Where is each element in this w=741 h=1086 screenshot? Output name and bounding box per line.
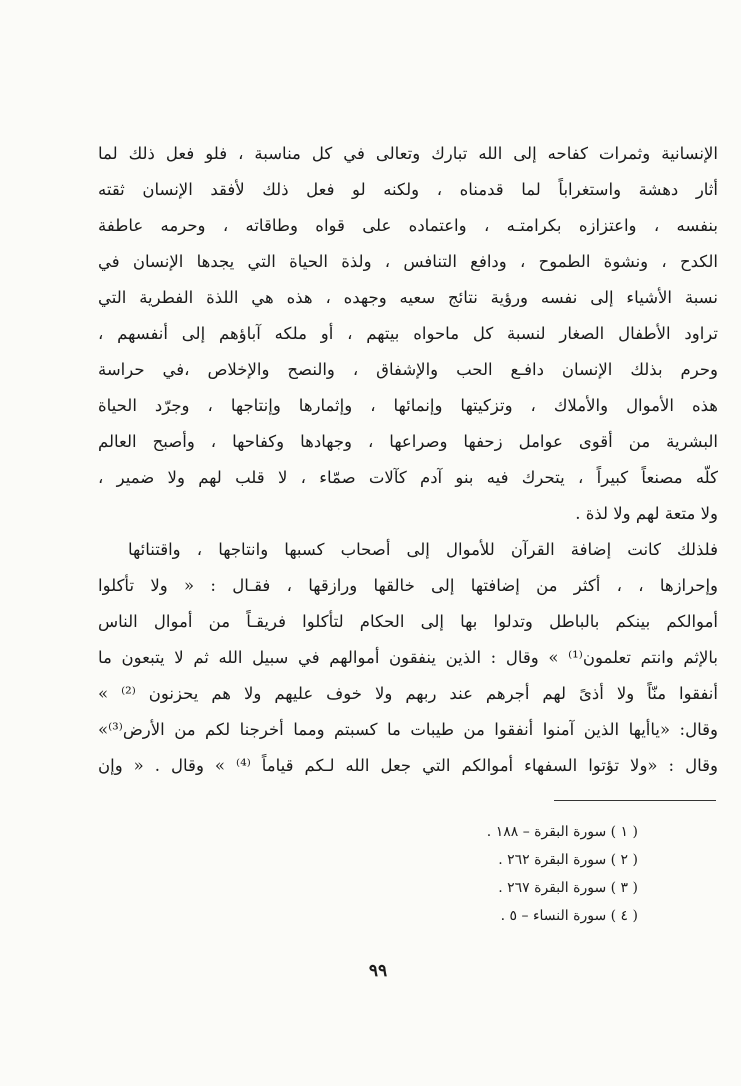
text-line: كلّه مصنعاً كبيراً ، يتحرك فيه بنو آدم كآلات صمّاء ، لا قلب لهم ولا ضمير ، [98, 468, 718, 487]
text-line: وحرم بذلك الإنسان دافـع الحب والإشفاق ، والنصح والإخلاص ،في حراسة [98, 360, 718, 379]
text-line: الكدح ، ونشوة الطموح ، ودافع التنافس ، ولذة الحياة التي يجدها الإنسان في [98, 252, 718, 271]
text-line: هذه الأموال والأملاك ، وتزكيتها وإنمائها ، وإثمارها وإنتاجها ، وجرّد الحياة [98, 396, 718, 415]
footnote-4: ( ٤ ) سورة النساء – ٥ . [500, 908, 638, 924]
text-line: أموالكم بينكم بالباطل وتدلوا بها إلى الحكام لتأكلوا فريقـاً من أموال الناس [98, 612, 718, 631]
text-line: أنفقوا منّاً ولا أذىً لهم أجرهم عند ربهم ولا خوف عليهم ولا هم يحزنون ⁽²⁾ » [98, 684, 718, 703]
page-number: ٩٩ [368, 961, 388, 981]
text-line: أثار دهشة واستغراباً لما قدمناه ، ولكنه لو فعل ذلك لأفقد الإنسان ثقته [98, 180, 718, 199]
footnote-separator [554, 800, 716, 801]
footnote-2: ( ٢ ) سورة البقرة ٢٦٢ . [498, 852, 638, 868]
text-line: البشرية من أقوى عوامل زحفها وصراعها ، وجهادها وكفاحها ، وأصبح العالم [98, 432, 718, 451]
text-line: تراود الأطفال الصغار لنسبة كل ماحواه بيتهم ، أو ملكه آباؤهم إلى أنفسهم ، [98, 324, 718, 343]
text-line: فلذلك كانت إضافة القرآن للأموال إلى أصحاب كسبها وانتاجها ، واقتنائها [128, 540, 718, 559]
text-line: ولا متعة لهم ولا لذة . [575, 504, 718, 523]
text-line: وقال: «ياأيها الذين آمنوا أنفقوا من طيبات ما كسبتم ومما أخرجنا لكم من الأرض⁽³⁾» [98, 720, 718, 739]
text-line: نسبة الأشياء إلى نفسه ورؤية نتائج سعيه وجهده ، هذه هي اللذة الفطرية التي [98, 288, 718, 307]
text-line: بنفسه ، واعتزازه بكرامتـه ، واعتماده على قواه وطاقاته ، وحرمه عاطفة [98, 216, 718, 235]
text-line: وإحرازها ، ، أكثر من إضافتها إلى خالقها ورازقها ، فقـال : « ولا تأكلوا [98, 576, 718, 595]
footnote-1: ( ١ ) سورة البقرة – ١٨٨ . [486, 824, 638, 840]
text-line: بالإثم وانتم تعلمون⁽¹⁾ » وقال : الذين ينفقون أموالهم في سبيل الله ثم لا يتبعون ما [98, 648, 718, 667]
text-line: وقال : «ولا تؤتوا السفهاء أموالكم التي جعل الله لـكم قياماً ⁽⁴⁾ » وقال . « وإن [98, 756, 718, 775]
text-line: الإنسانية وثمرات كفاحه إلى الله تبارك وتعالى في كل مناسبة ، فلو فعل ذلك لما [98, 144, 718, 163]
footnote-3: ( ٣ ) سورة البقرة ٢٦٧ . [498, 880, 638, 896]
